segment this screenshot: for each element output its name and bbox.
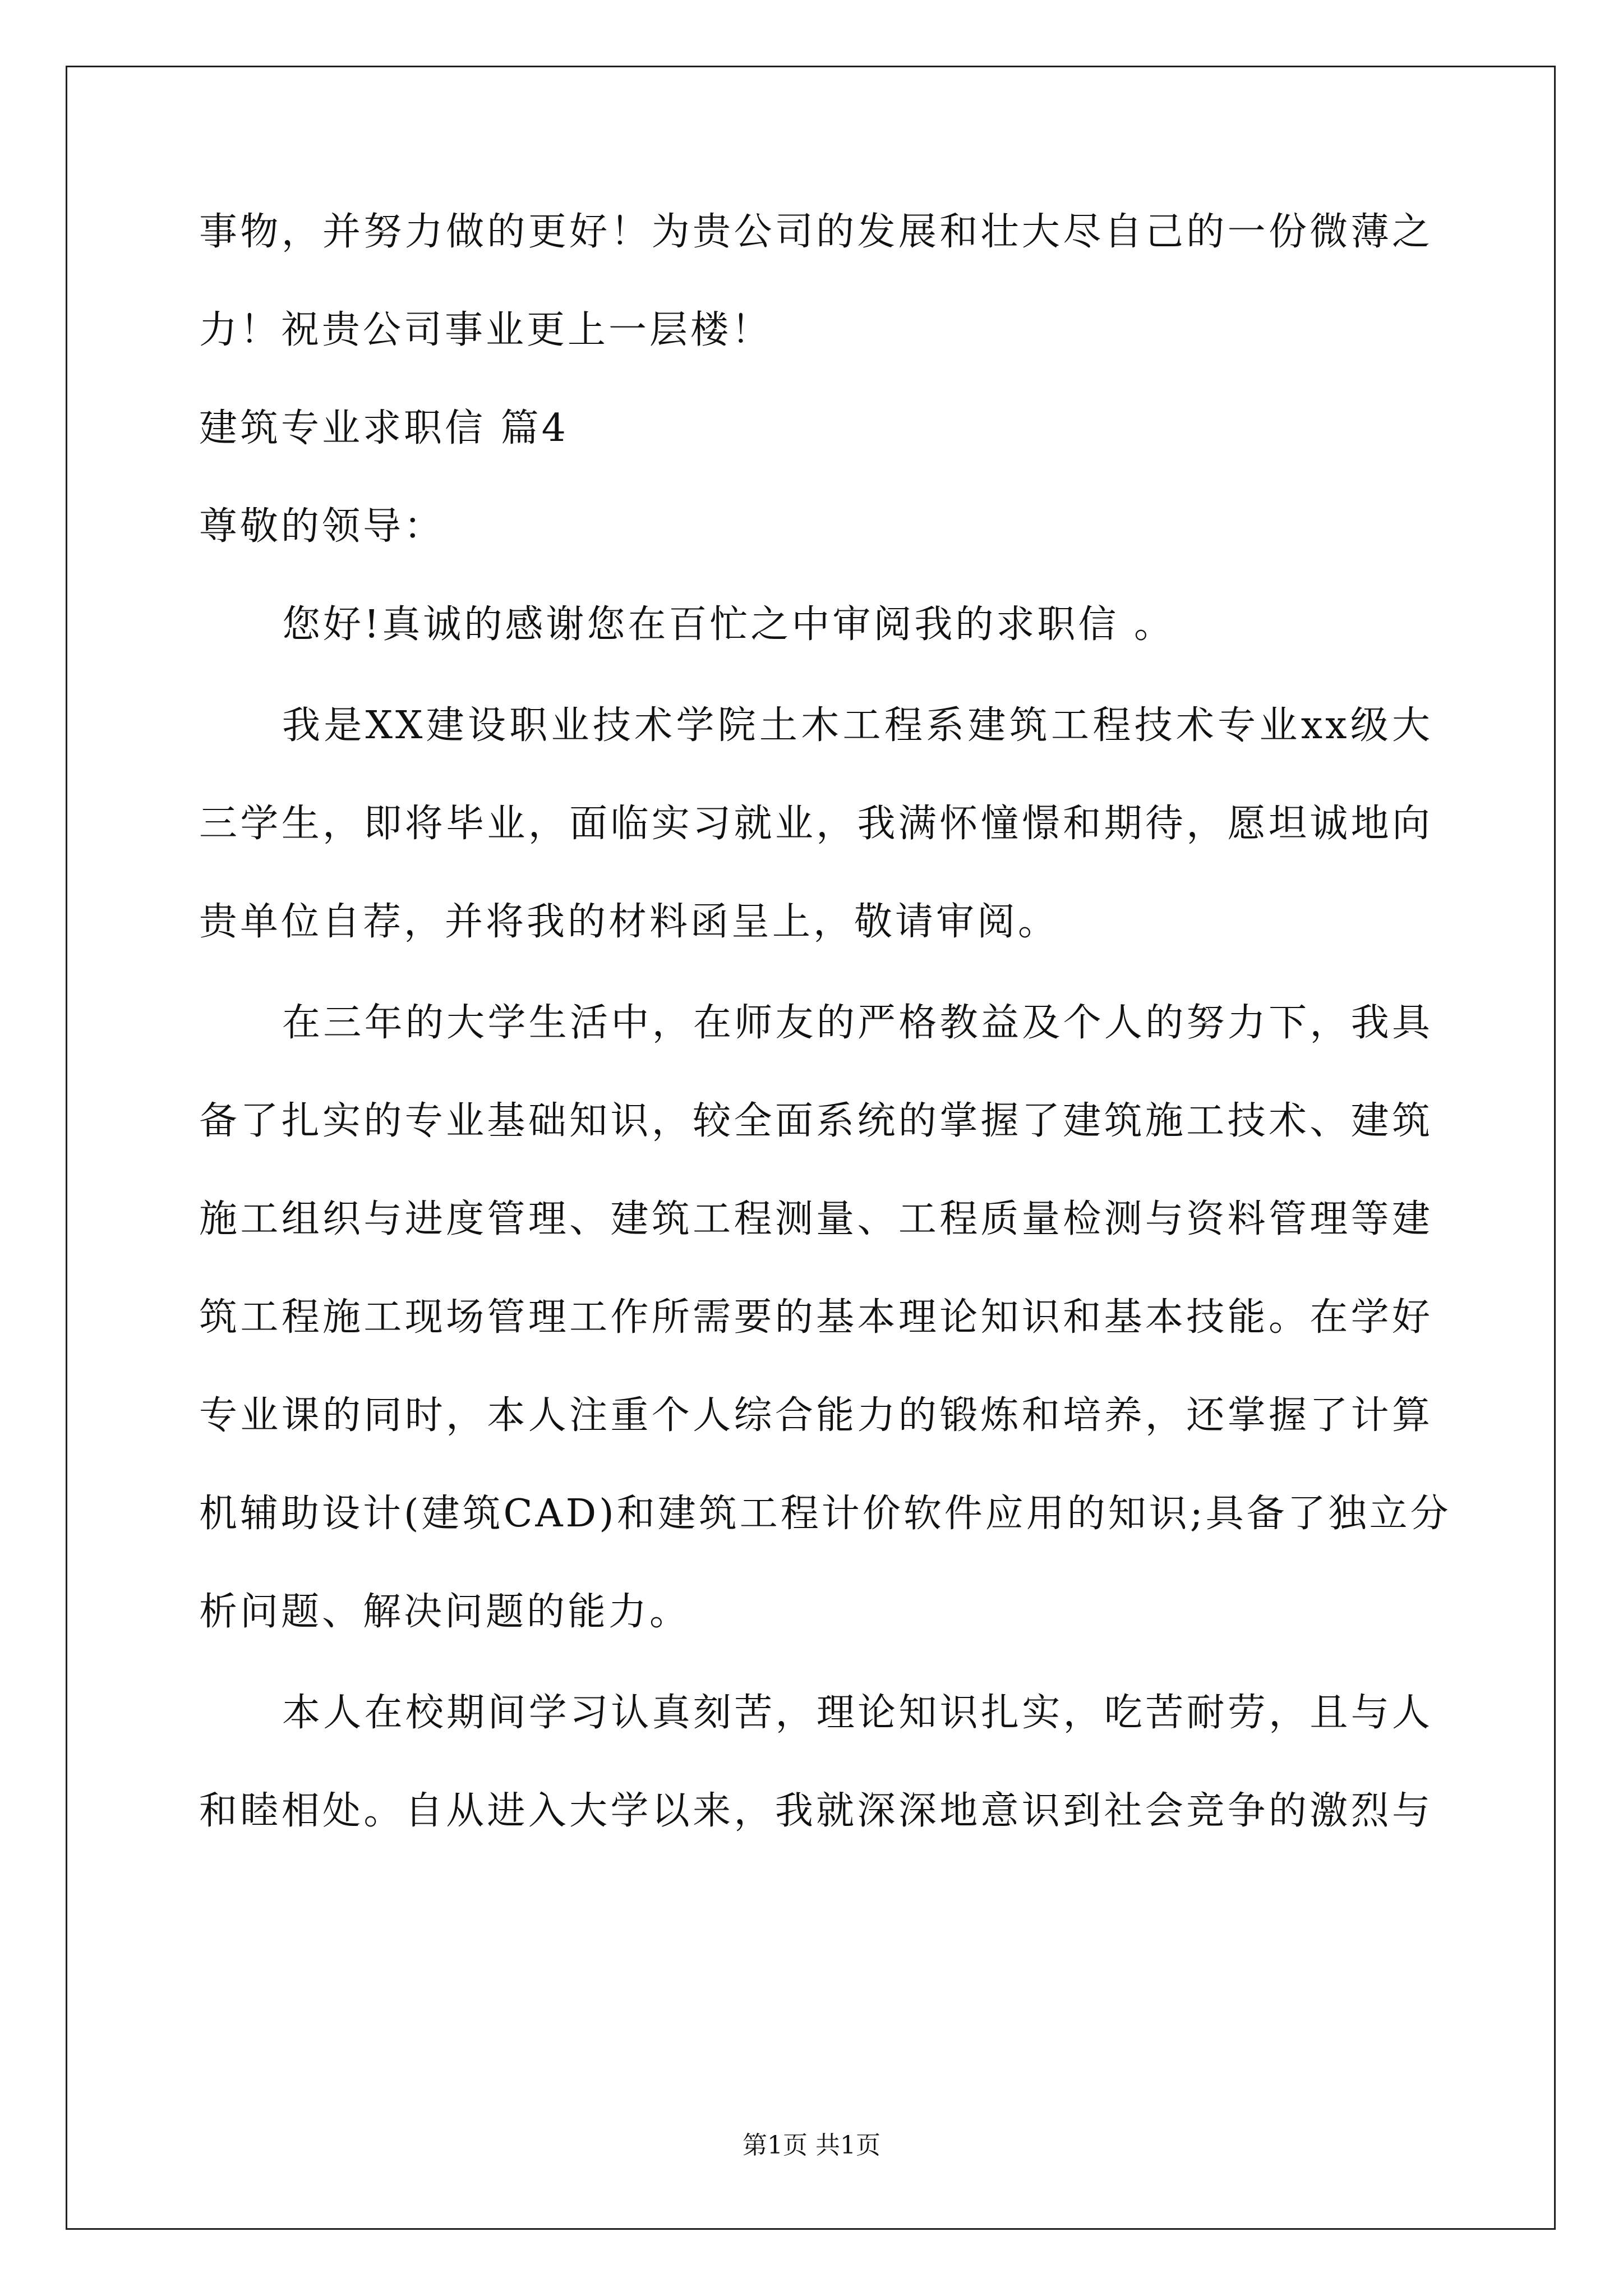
text-line: 本人在校期间学习认真刻苦，理论知识扎实，吃苦耐劳，且与人: [282, 1691, 1433, 1735]
text-line: 贵单位自荐，并将我的材料函呈上，敬请审阅。: [199, 900, 1059, 944]
salutation: 尊敬的领导：: [199, 504, 445, 549]
page-border: [66, 66, 1556, 2230]
text-line: 事物，并努力做的更好！为贵公司的发展和壮大尽自己的一份微薄之: [199, 210, 1433, 254]
text-line: 三学生，即将毕业，面临实习就业，我满怀憧憬和期待，愿坦诚地向: [199, 802, 1433, 846]
text-line: 筑工程施工现场管理工作所需要的基本理论知识和基本技能。在学好: [199, 1295, 1433, 1340]
text-line: 备了扎实的专业基础知识，较全面系统的掌握了建筑施工技术、建筑: [199, 1099, 1433, 1143]
text-line: 施工组织与进度管理、建筑工程测量、工程质量检测与资料管理等建: [199, 1197, 1433, 1241]
page-footer: 第1页 共1页: [743, 2131, 880, 2160]
text-line: 机辅助设计(建筑CAD)和建筑工程计价软件应用的知识;具备了独立分: [199, 1492, 1451, 1536]
section-heading: 建筑专业求职信 篇4: [199, 406, 569, 450]
text-line: 专业课的同时，本人注重个人综合能力的锻炼和培养，还掌握了计算: [199, 1393, 1433, 1438]
text-line: 和睦相处。自从进入大学以来，我就深深地意识到社会竞争的激烈与: [199, 1789, 1433, 1833]
text-line: 在三年的大学生活中，在师友的严格教益及个人的努力下，我具: [282, 1001, 1433, 1045]
text-line: 析问题、解决问题的能力。: [199, 1590, 691, 1634]
text-line: 力！祝贵公司事业更上一层楼！: [199, 308, 773, 352]
text-line: 您好!真诚的感谢您在百忙之中审阅我的求职信 。: [282, 602, 1175, 647]
text-line: 我是XX建设职业技术学院土木工程系建筑工程技术专业xx级大: [282, 703, 1433, 748]
